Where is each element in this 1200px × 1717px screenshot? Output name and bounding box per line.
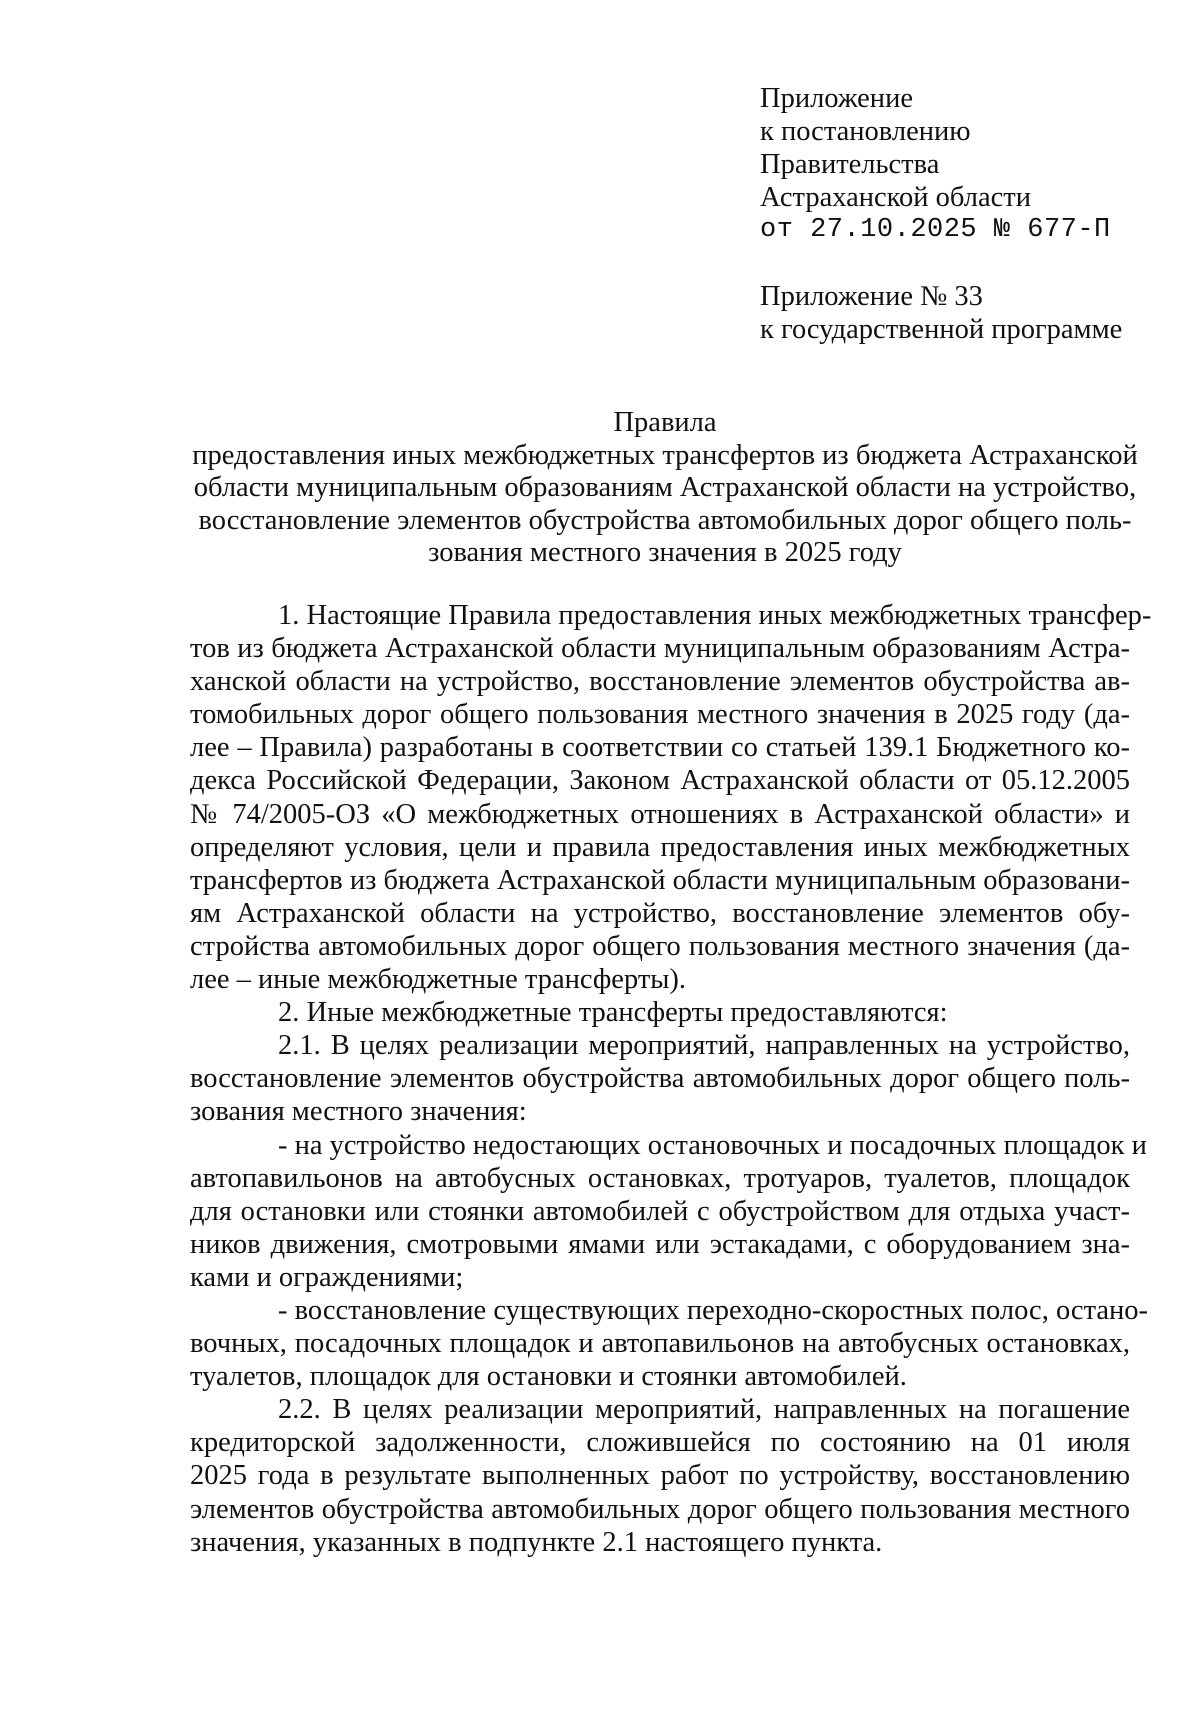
- body-line: лее – Правила) разработаны в соответствии со статьей 139.1 Бюджетного ко-: [190, 732, 1130, 764]
- body-line: ников движения, смотровыми ямами или эстакадами, с оборудованием зна-: [190, 1228, 1130, 1260]
- body-line: вочных, посадочных площадок и автопавильонов на автобусных остановках,: [190, 1328, 1130, 1360]
- body-line: для остановки или стоянки автомобилей с обустройством для отдыха участ-: [190, 1195, 1130, 1227]
- appendix-line: Приложение № 33: [760, 281, 983, 312]
- document-title: [190, 407, 1140, 570]
- body-line: стройства автомобильных дорог общего пользования местного значения (да-: [190, 930, 1130, 962]
- body-line: восстановление элементов обустройства автомобильных дорог общего поль-: [190, 1063, 1130, 1095]
- body-line: зования местного значения:: [190, 1096, 527, 1128]
- appendix-line: Астраханской области: [760, 182, 1031, 213]
- body-line: ханской области на устройство, восстановление элементов обустройства ав-: [190, 666, 1130, 698]
- body-line: декса Российской Федерации, Законом Астраханской области от 05.12.2005: [190, 765, 1130, 797]
- document-body: [190, 599, 1152, 1559]
- body-line: 2. Иные межбюджетные трансферты предоставляются:: [278, 997, 948, 1029]
- body-line: ками и ограждениями;: [190, 1261, 464, 1293]
- body-line: 1. Настоящие Правила предоставления иных межбюджетных трансфер-: [278, 600, 1152, 631]
- appendix-header: [760, 82, 1180, 247]
- program-appendix-header: [760, 280, 1180, 346]
- body-line: - восстановление существующих переходно-скоростных полос, остано-: [278, 1294, 1149, 1326]
- body-line: определяют условия, цели и правила предоставления иных межбюджетных: [190, 831, 1130, 863]
- title-line: области муниципальным образованиям Астраханской области на устройство,: [193, 472, 1137, 503]
- body-line: ям Астраханской области на устройство, восстановление элементов обу-: [190, 897, 1130, 929]
- body-line: - на устройство недостающих остановочных и посадочных площадок и: [278, 1129, 1147, 1161]
- body-line: томобильных дорог общего пользования местного значения в 2025 году (да-: [190, 699, 1130, 731]
- appendix-line: к постановлению: [760, 116, 971, 147]
- body-line: туалетов, площадок для остановки и стоянки автомобилей.: [190, 1361, 907, 1393]
- body-line: № 74/2005-ОЗ «О межбюджетных отношениях в Астраханской области» и: [190, 798, 1130, 830]
- body-line: 2025 года в результате выполненных работ по устройству, восстановлению: [190, 1460, 1130, 1492]
- title-heading: Правила: [613, 407, 717, 438]
- body-line: лее – иные межбюджетные трансферты).: [190, 964, 687, 996]
- body-line: элементов обустройства автомобильных дорог общего пользования местного: [190, 1493, 1130, 1525]
- decree-date-number: от 27.10.2025 № 677-П: [760, 215, 1111, 245]
- body-line: 2.2. В целях реализации мероприятий, направленных на погашение: [278, 1394, 1130, 1426]
- body-line: автопавильонов на автобусных остановках, тротуаров, туалетов, площадок: [190, 1162, 1130, 1194]
- title-line: восстановление элементов обустройства автомобильных дорог общего поль-: [198, 504, 1132, 536]
- body-line: трансфертов из бюджета Астраханской области муниципальным образовани-: [190, 864, 1130, 896]
- body-line: 2.1. В целях реализации мероприятий, направленных на устройство,: [278, 1030, 1130, 1062]
- body-line: кредиторской задолженности, сложившейся по состоянию на 01 июля: [190, 1427, 1130, 1459]
- appendix-line: Приложение: [760, 83, 913, 114]
- title-line: зования местного значения в 2025 году: [428, 537, 902, 568]
- appendix-line: Правительства: [760, 149, 940, 180]
- body-line: значения, указанных в подпункте 2.1 настоящего пункта.: [190, 1526, 883, 1558]
- title-line: предоставления иных межбюджетных трансфертов из бюджета Астраханской: [192, 439, 1138, 471]
- appendix-line: к государственной программе: [760, 314, 1123, 345]
- body-line: тов из бюджета Астраханской области муниципальным образованиям Астра-: [190, 633, 1130, 665]
